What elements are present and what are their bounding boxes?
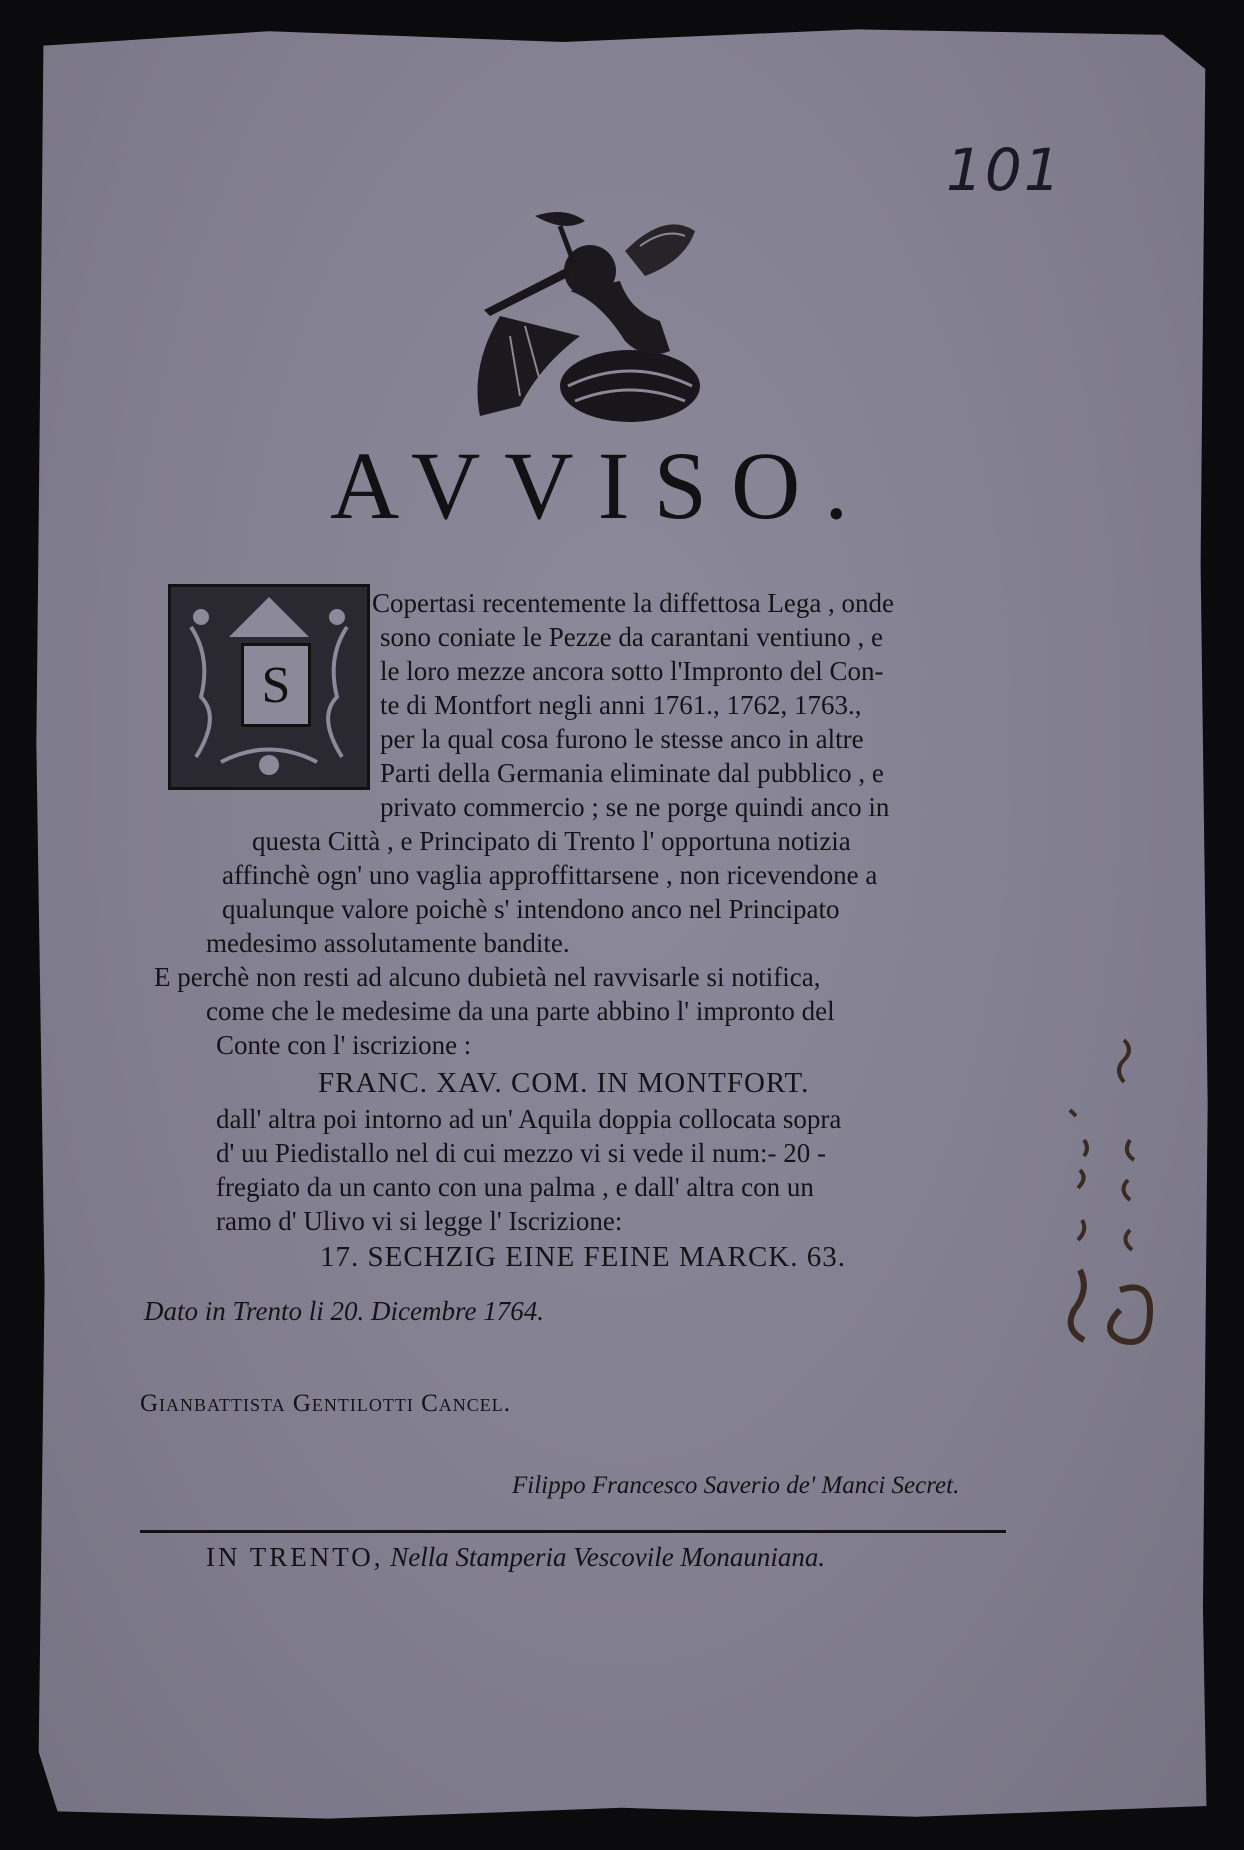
text-line: te di Montfort negli anni 1761., 1762, 1763., (380, 690, 862, 720)
text-line: affinchè ogn' uno vaglia approffittarsene , non ricevendone a (222, 860, 878, 890)
date-line: Dato in Trento li 20. Dicembre 1764. (144, 1296, 544, 1326)
text-line: Parti della Germania eliminate dal pubblico , e (380, 758, 884, 788)
text-line: E perchè non resti ad alcuno dubietà nel ravvisarle si notifica, (154, 962, 821, 992)
text-line: privato commercio ; se ne porge quindi anco in (380, 792, 890, 822)
inscription-line: FRANC. XAV. COM. IN MONTFORT. (318, 1067, 810, 1099)
text-line: qualunque valore poichè s' intendono anco nel Principato (222, 894, 840, 924)
text-line: dall' altra poi intorno ad un' Aquila doppia collocata sopra (216, 1104, 842, 1134)
imprint-place: IN TRENTO, (206, 1542, 384, 1572)
text-line: questa Città , e Principato di Trento l' opportuna notizia (252, 826, 851, 856)
text-line: medesimo assolutamente bandite. (206, 928, 570, 958)
inscription-line: 17. SECHZIG EINE FEINE MARCK. 63. (320, 1241, 846, 1273)
document-title: AVVISO. (330, 432, 873, 539)
text-line: come che le medesime da una parte abbino l' impronto del (206, 996, 835, 1026)
cherub-woodcut-ornament (440, 196, 780, 426)
marginal-handwriting (1040, 1020, 1160, 1380)
text-line: sono coniate le Pezze da carantani ventiuno , e (380, 622, 884, 652)
text-line: ramo d' Ulivo vi si legge l' Iscrizione: (216, 1206, 623, 1236)
decorated-initial (168, 584, 370, 790)
text-line: Conte con l' iscrizione : (216, 1030, 472, 1060)
text-line: Copertasi recentemente la diffettosa Lega , onde (372, 588, 895, 618)
imprint-press: Nella Stamperia Vescovile Monauniana. (390, 1542, 826, 1572)
text-line: fregiato da un canto con una palma , e dall' altra con un (216, 1172, 814, 1202)
text-line: d' uu Piedistallo nel di cui mezzo vi si vede il num:- 20 - (216, 1138, 827, 1168)
text-line: le loro mezze ancora sotto l'Impronto del Con- (380, 656, 884, 686)
printer-imprint (206, 1542, 825, 1573)
text-line: per la qual cosa furono le stesse anco in altre (380, 724, 864, 754)
secretary-signature: Filippo Francesco Saverio de' Manci Secret. (512, 1472, 960, 1499)
initial-letter: S (241, 643, 311, 727)
handwritten-number: 101 (946, 136, 1063, 204)
divider-rule (140, 1530, 1006, 1533)
chancellor-signature: Gianbattista Gentilotti Cancel. (140, 1390, 512, 1417)
